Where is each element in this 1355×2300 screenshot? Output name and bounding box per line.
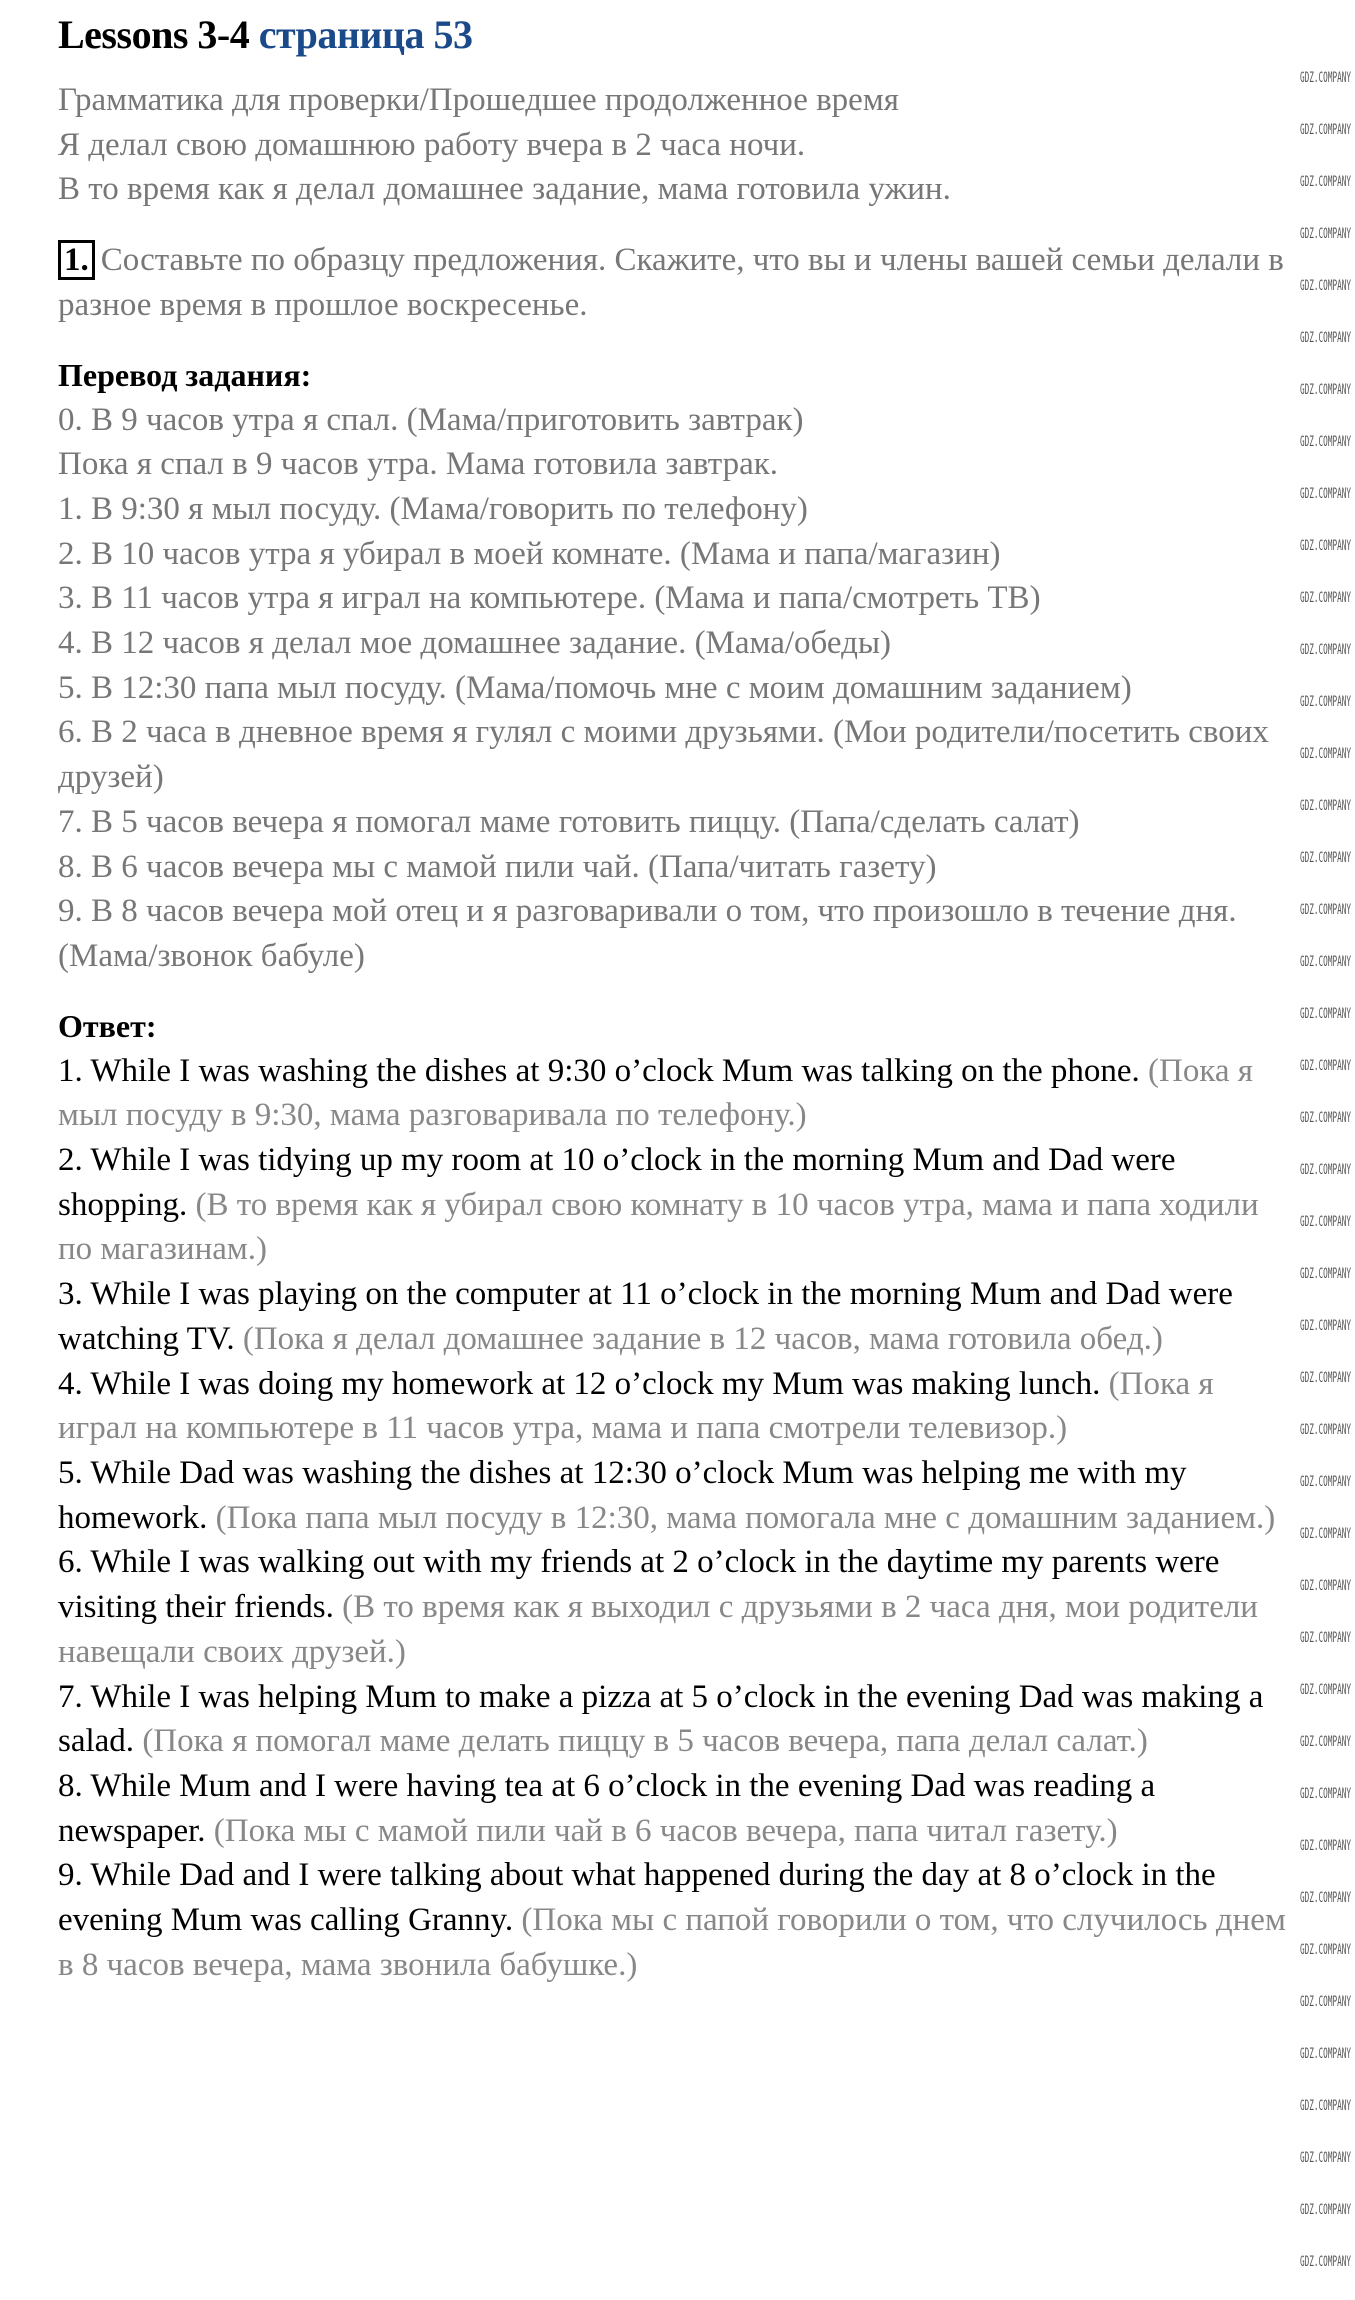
grammar-section: [58, 78, 1294, 212]
answer-item: [58, 1675, 1294, 1764]
watermark: GDZ.COMPANY: [1300, 1578, 1351, 1594]
translation-line: 1. В 9:30 я мыл посуду. (Мама/говорить по телефону): [58, 490, 808, 527]
task-number: 1.: [58, 240, 95, 280]
watermark: GDZ.COMPANY: [1300, 330, 1351, 346]
answer-russian: (Пока я играл на компьютере в 11 часов утра, мама и папа смотрели телевизор.): [58, 1365, 1214, 1447]
page-title: [58, 8, 1294, 62]
watermark: GDZ.COMPANY: [1300, 1838, 1351, 1854]
watermark: GDZ.COMPANY: [1300, 1994, 1351, 2010]
answer-russian: (Пока я делал домашнее задание в 12 часов, мама готовила обед.): [242, 1320, 1163, 1357]
answer-russian: (В то время как я выходил с друзьями в 2 часа дня, мои родители навещали своих друзей.): [58, 1589, 1258, 1670]
watermark: GDZ.COMPANY: [1300, 70, 1351, 86]
answer-english: 5. While Dad was washing the dishes at 12:30 o’clock Mum was helping me with my homework.: [58, 1454, 1187, 1536]
watermark: GDZ.COMPANY: [1300, 1734, 1351, 1750]
answer-item: [58, 1272, 1294, 1361]
answer-russian: (Пока папа мыл посуду в 12:30, мама помогала мне с домашним заданием.): [215, 1499, 1276, 1536]
watermark: GDZ.COMPANY: [1300, 1370, 1351, 1386]
watermark: GDZ.COMPANY: [1300, 1526, 1351, 1542]
task-text: Составьте по образцу предложения. Скажите, что вы и члены вашей семьи делали в разное время в прошлое воскресенье.: [58, 242, 1284, 323]
translation-heading: Перевод задания:: [58, 356, 312, 393]
grammar-line: Я делал свою домашнюю работу вчера в 2 часа ночи.: [58, 126, 806, 163]
grammar-line: В то время как я делал домашнее задание, мама готовила ужин.: [58, 171, 951, 208]
answer-list: [58, 1049, 1294, 1988]
answer-english: 7. While I was helping Mum to make a pizza at 5 o’clock in the evening Dad was making a salad.: [58, 1678, 1264, 1760]
watermark: GDZ.COMPANY: [1300, 382, 1351, 398]
watermark: GDZ.COMPANY: [1300, 1162, 1351, 1178]
answer-item: [58, 1764, 1294, 1853]
lesson-title: Lessons 3-4: [58, 12, 250, 57]
answer-item: [58, 1362, 1294, 1451]
watermark: GDZ.COMPANY: [1300, 2254, 1351, 2270]
answer-item: [58, 1853, 1294, 1987]
translation-list: [58, 398, 1294, 979]
watermark: GDZ.COMPANY: [1300, 1630, 1351, 1646]
answer-item: [58, 1540, 1294, 1674]
translation-line: 9. В 8 часов вечера мой отец и я разговаривали о том, что произошло в течение дня. (Мама/звонок бабуле): [58, 893, 1237, 974]
translation-line: 7. В 5 часов вечера я помогал маме готовить пиццу. (Папа/сделать салат): [58, 803, 1080, 840]
answer-english: 3. While I was playing on the computer at 11 o’clock in the morning Mum and Dad were watching TV.: [58, 1276, 1233, 1357]
watermark: GDZ.COMPANY: [1300, 590, 1351, 606]
watermark: GDZ.COMPANY: [1300, 954, 1351, 970]
watermark: GDZ.COMPANY: [1300, 1942, 1351, 1958]
watermark: GDZ.COMPANY: [1300, 1058, 1351, 1074]
grammar-line: Грамматика для проверки/Прошедшее продолженное время: [58, 82, 899, 118]
watermark: GDZ.COMPANY: [1300, 1214, 1351, 1230]
watermark: GDZ.COMPANY: [1300, 1682, 1351, 1698]
watermark: GDZ.COMPANY: [1300, 1006, 1351, 1022]
watermark: GDZ.COMPANY: [1300, 746, 1351, 762]
watermark: GDZ.COMPANY: [1300, 174, 1351, 190]
answer-russian: (Пока мы с папой говорили о том, что случилось днем в 8 часов вечера, мама звонила бабушке.): [58, 1902, 1286, 1983]
watermark: GDZ.COMPANY: [1300, 278, 1351, 294]
translation-line: Пока я спал в 9 часов утра. Мама готовила завтрак.: [58, 446, 779, 483]
answer-english: 9. While Dad and I were talking about what happened during the day at 8 o’clock in the evening Mum was calling Granny.: [58, 1857, 1216, 1939]
answer-item: [58, 1049, 1294, 1138]
watermark: GDZ.COMPANY: [1300, 642, 1351, 658]
watermark: GDZ.COMPANY: [1300, 1890, 1351, 1906]
page-number-link[interactable]: страница 53: [258, 12, 473, 57]
watermark: GDZ.COMPANY: [1300, 694, 1351, 710]
watermark: GDZ.COMPANY: [1300, 1786, 1351, 1802]
answer-english: 1. While I was washing the dishes at 9:30 o’clock Mum was talking on the phone.: [58, 1052, 1140, 1089]
watermark: GDZ.COMPANY: [1300, 1318, 1351, 1334]
answer-english: 2. While I was tidying up my room at 10 o’clock in the morning Mum and Dad were shopping.: [58, 1142, 1176, 1223]
translation-line: 3. В 11 часов утра я играл на компьютере. (Мама и папа/смотреть ТВ): [58, 580, 1041, 617]
answer-russian: (Пока мы с мамой пили чай в 6 часов вечера, папа читал газету.): [213, 1812, 1118, 1849]
watermark: GDZ.COMPANY: [1300, 2150, 1351, 2166]
answer-item: [58, 1451, 1294, 1540]
watermark: GDZ.COMPANY: [1300, 538, 1351, 554]
watermark: GDZ.COMPANY: [1300, 1110, 1351, 1126]
watermark: GDZ.COMPANY: [1300, 2046, 1351, 2062]
translation-line: 2. В 10 часов утра я убирал в моей комнате. (Мама и папа/магазин): [58, 535, 1001, 572]
content: [58, 8, 1294, 1987]
translation-line: 4. В 12 часов я делал мое домашнее задание. (Мама/обеды): [58, 625, 892, 662]
watermark: GDZ.COMPANY: [1300, 798, 1351, 814]
translation-line: 5. В 12:30 папа мыл посуду. (Мама/помочь мне с моим домашним заданием): [58, 669, 1132, 706]
task: [58, 238, 1294, 327]
watermark: GDZ.COMPANY: [1300, 486, 1351, 502]
translation-line: 8. В 6 часов вечера мы с мамой пили чай. (Папа/читать газету): [58, 848, 937, 885]
translation-line: 6. В 2 часа в дневное время я гулял с моими друзьями. (Мои родители/посетить своих друзей): [58, 714, 1269, 796]
answer-russian: (Пока я мыл посуду в 9:30, мама разговаривала по телефону.): [58, 1052, 1253, 1134]
watermark: GDZ.COMPANY: [1300, 226, 1351, 242]
answer-russian: (Пока я помогал маме делать пиццу в 5 часов вечера, папа делал салат.): [142, 1723, 1148, 1760]
answer-english: 4. While I was doing my homework at 12 o’clock my Mum was making lunch.: [58, 1365, 1101, 1402]
answer-english: 8. While Mum and I were having tea at 6 o’clock in the evening Dad was reading a newspaper.: [58, 1767, 1156, 1849]
answer-russian: (В то время как я убирал свою комнату в 10 часов утра, мама и папа ходили по магазинам.): [58, 1186, 1259, 1268]
watermark: GDZ.COMPANY: [1300, 850, 1351, 866]
watermark: GDZ.COMPANY: [1300, 2098, 1351, 2114]
watermark: GDZ.COMPANY: [1300, 1474, 1351, 1490]
translation-line: 0. В 9 часов утра я спал. (Мама/приготовить завтрак): [58, 401, 804, 438]
watermark: GDZ.COMPANY: [1300, 122, 1351, 138]
watermark: GDZ.COMPANY: [1300, 2202, 1351, 2218]
watermark: GDZ.COMPANY: [1300, 1266, 1351, 1282]
answer-heading: Ответ:: [58, 1007, 157, 1044]
watermark: GDZ.COMPANY: [1300, 902, 1351, 918]
answer-english: 6. While I was walking out with my friends at 2 o’clock in the daytime my parents were visiting their friends.: [58, 1544, 1220, 1626]
watermark: GDZ.COMPANY: [1300, 434, 1351, 450]
watermark: GDZ.COMPANY: [1300, 1422, 1351, 1438]
answer-item: [58, 1138, 1294, 1272]
